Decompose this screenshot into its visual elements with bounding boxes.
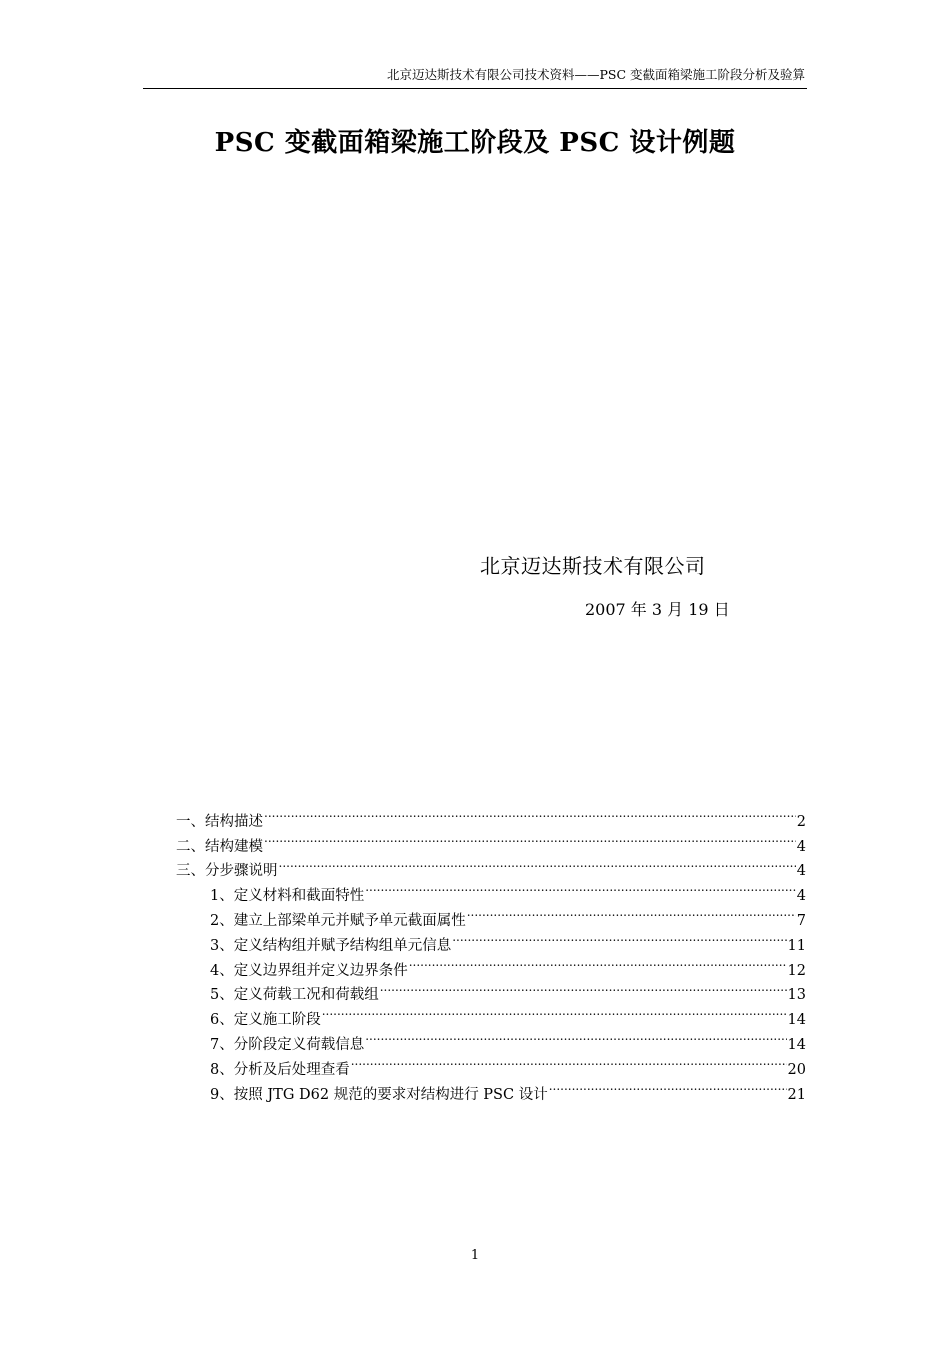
toc-entry[interactable]	[176, 851, 806, 880]
toc-leader-dots	[264, 826, 796, 851]
toc-entry-label: 一、结构描述	[176, 813, 263, 830]
running-header-text: 北京迈达斯技术有限公司技术资料——PSC 变截面箱梁施工阶段分析及验算	[386, 67, 805, 82]
page-number: 1	[470, 1248, 480, 1263]
toc-leader-dots	[380, 975, 787, 1000]
toc-entry-label: 三、分步骤说明	[176, 863, 278, 880]
toc-entry-page: 12	[787, 962, 806, 979]
toc-leader-dots	[365, 875, 796, 900]
toc-entry-page: 4	[796, 838, 806, 855]
toc-entry-label: 6、定义施工阶段	[210, 1012, 321, 1029]
toc-entry-page: 20	[787, 1061, 806, 1078]
toc-entry-label: 7、分阶段定义荷载信息	[210, 1036, 365, 1053]
document-title: PSC 变截面箱梁施工阶段及 PSC 设计例题	[214, 128, 736, 158]
toc-entry-page: 4	[796, 888, 806, 905]
toc-leader-dots	[351, 1049, 787, 1074]
toc-entry-page: 13	[787, 987, 806, 1004]
company-name: 北京迈达斯技术有限公司	[480, 554, 706, 578]
toc-entry-label: 1、定义材料和截面特性	[210, 888, 365, 905]
document-date: 2007 年 3 月 19 日	[585, 600, 730, 619]
toc-entry-page: 11	[787, 937, 806, 954]
toc-entry-label: 4、定义边界组并定义边界条件	[210, 962, 408, 979]
running-header	[143, 66, 807, 89]
toc-leader-dots	[452, 925, 786, 950]
table-of-contents	[176, 801, 806, 1103]
toc-leader-dots	[409, 950, 787, 975]
toc-entry-label: 5、定义荷载工况和荷载组	[210, 987, 379, 1004]
toc-entry-page: 2	[796, 813, 806, 830]
toc-leader-dots	[322, 999, 787, 1024]
toc-leader-dots	[279, 851, 796, 876]
toc-entry-label: 8、分析及后处理查看	[210, 1061, 350, 1078]
toc-entry-label: 3、定义结构组并赋予结构组单元信息	[210, 937, 452, 954]
toc-entry-page: 4	[796, 863, 806, 880]
toc-entry-label: 2、建立上部梁单元并赋予单元截面属性	[210, 912, 466, 929]
toc-leader-dots	[365, 1024, 786, 1049]
toc-leader-dots	[467, 900, 796, 925]
toc-entry-page: 7	[796, 912, 806, 929]
toc-entry[interactable]	[176, 826, 806, 855]
toc-leader-dots	[549, 1074, 787, 1099]
toc-leader-dots	[264, 801, 796, 826]
toc-entry-page: 14	[787, 1012, 806, 1029]
toc-entry-page: 14	[787, 1036, 806, 1053]
toc-entry-label: 二、结构建模	[176, 838, 263, 855]
toc-entry[interactable]	[176, 801, 806, 830]
toc-entry-label: 9、按照 JTG D62 规范的要求对结构进行 PSC 设计	[210, 1086, 548, 1103]
toc-entry-page: 21	[787, 1086, 806, 1103]
